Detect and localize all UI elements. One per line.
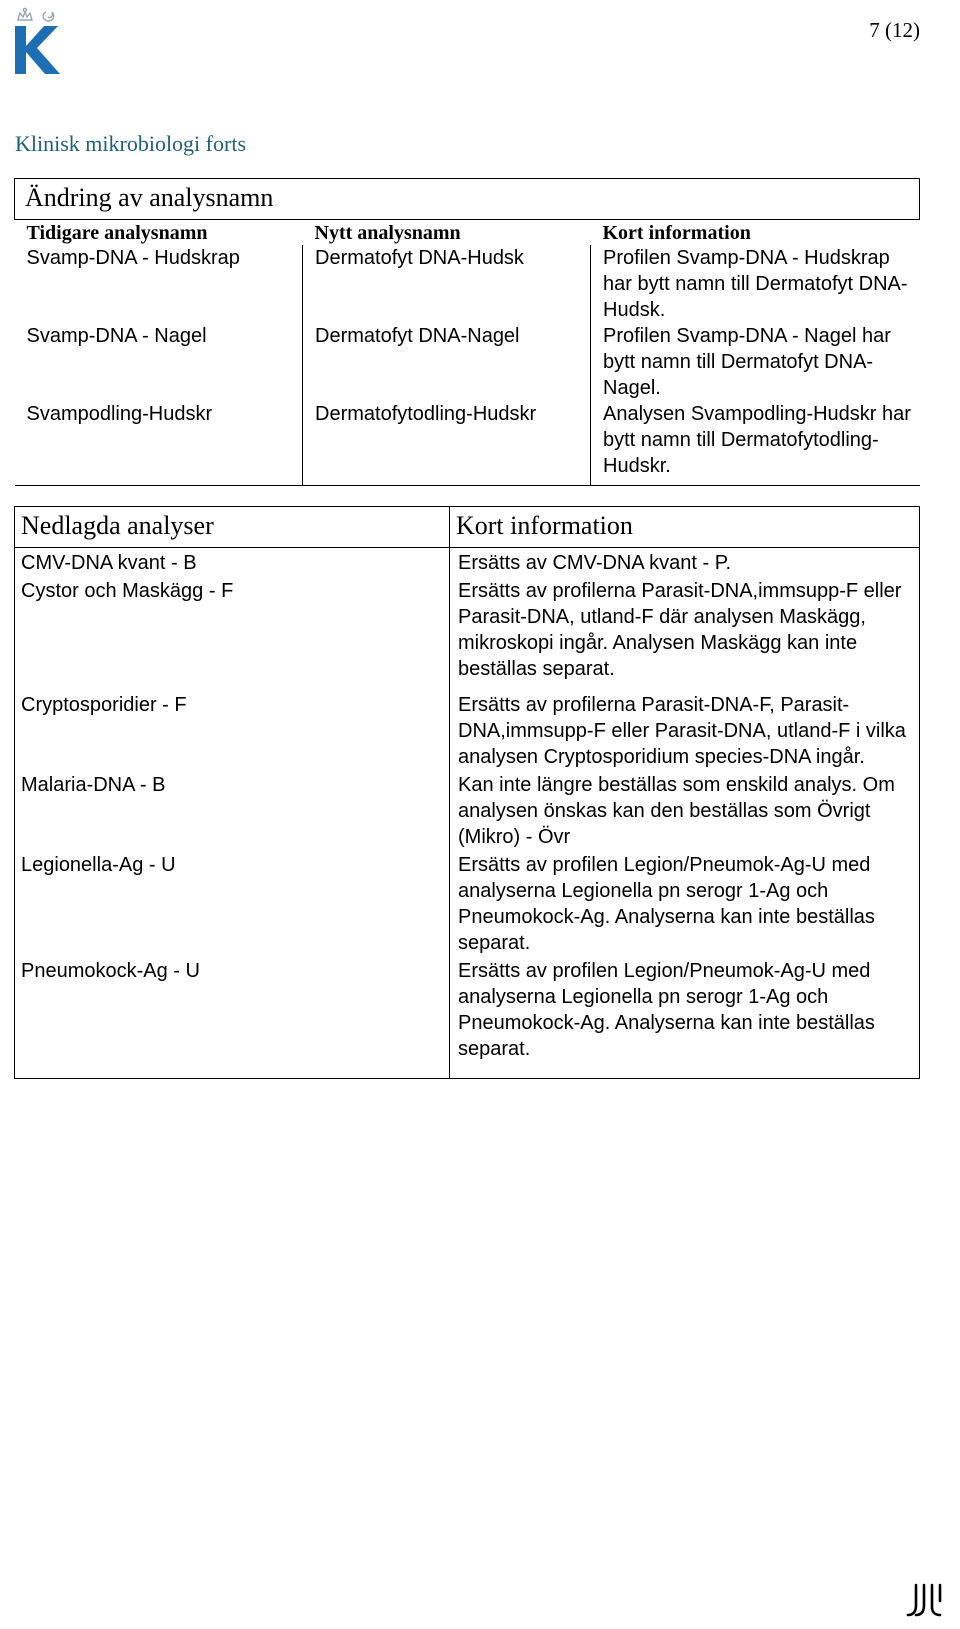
analysis-name-cell: Pneumokock-Ag - U [15,956,450,1079]
table-row [15,690,920,770]
previous-name-cell: Svamp-DNA - Hudskrap [26,247,240,269]
table-row [15,850,920,956]
table-row [15,770,920,850]
info-cell: Kan inte längre beställas som enskild analys. Om analysen önskas kan den beställas som Övrigt (Mikro) - Övr [450,770,920,850]
analysis-name-cell: Legionella-Ag - U [15,850,450,956]
analysis-name-cell: Cystor och Maskägg - F [15,576,450,690]
table-row [15,245,920,323]
new-name-cell: Dermatofytodling-Hudskr [303,401,591,486]
column-header-short-info: Kort information [591,220,920,246]
info-cell: Ersätts av profilen Legion/Pneumok-Ag-U med analyserna Legionella pn serogr 1-Ag och Pneumokock-Ag. Analyserna kan inte beställas separat. [450,956,920,1079]
column-header-short-info: Kort information [450,507,920,548]
table-row [15,956,920,1079]
karolinska-k-logo-icon [12,4,64,76]
info-cell: Ersätts av profilen Legion/Pneumok-Ag-U med analyserna Legionella pn serogr 1-Ag och Pneumokock-Ag. Analyserna kan inte beställas separat. [450,850,920,956]
analysis-name-cell: Malaria-DNA - B [15,770,450,850]
info-cell: Ersätts av profilerna Parasit-DNA-F, Parasit-DNA,immsupp-F eller Parasit-DNA, utland-F i vilka analysen Cryptosporidium species-DNA ingår. [450,690,920,770]
info-cell: Ersätts av profilerna Parasit-DNA,immsupp-F eller Parasit-DNA, utland-F där analysen Maskägg, mikroskopi ingår. Analysen Maskägg kan inte beställas separat. [450,576,920,690]
karolinska-footer-logo-icon [904,1581,944,1617]
info-cell: Profilen Svamp-DNA - Hudskrap har bytt namn till Dermatofyt DNA-Hudsk. [591,245,920,323]
previous-name-cell: Svampodling-Hudskr [15,401,303,486]
analysis-name-cell: CMV-DNA kvant - B [15,548,450,577]
info-cell: Profilen Svamp-DNA - Nagel har bytt namn till Dermatofyt DNA-Nagel. [591,323,920,401]
new-name-cell: Dermatofyt DNA-Hudsk [303,245,591,323]
page-number: 7 (12) [869,18,920,42]
section-title: Klinisk mikrobiologi forts [15,131,246,156]
analysis-name-cell: Cryptosporidier - F [15,690,450,770]
table-row [15,401,920,486]
rename-table [14,178,920,486]
table-row [15,576,920,690]
column-header-previous-name: Tidigare analysnamn [15,220,303,246]
table-row [15,323,920,401]
previous-name-cell: Svamp-DNA - Nagel [26,325,207,347]
new-name-cell: Dermatofyt DNA-Nagel [303,323,591,401]
column-header-removed-analyses: Nedlagda analyser [15,507,450,548]
info-cell: Ersätts av CMV-DNA kvant - P. [450,548,920,577]
column-header-new-name: Nytt analysnamn [303,220,591,246]
rename-table-caption: Ändring av analysnamn [15,179,920,220]
removed-analyses-table [14,506,920,1079]
table-row [15,548,920,577]
info-cell: Analysen Svampodling-Hudskr har bytt namn till Dermatofytodling-Hudskr. [591,401,920,486]
